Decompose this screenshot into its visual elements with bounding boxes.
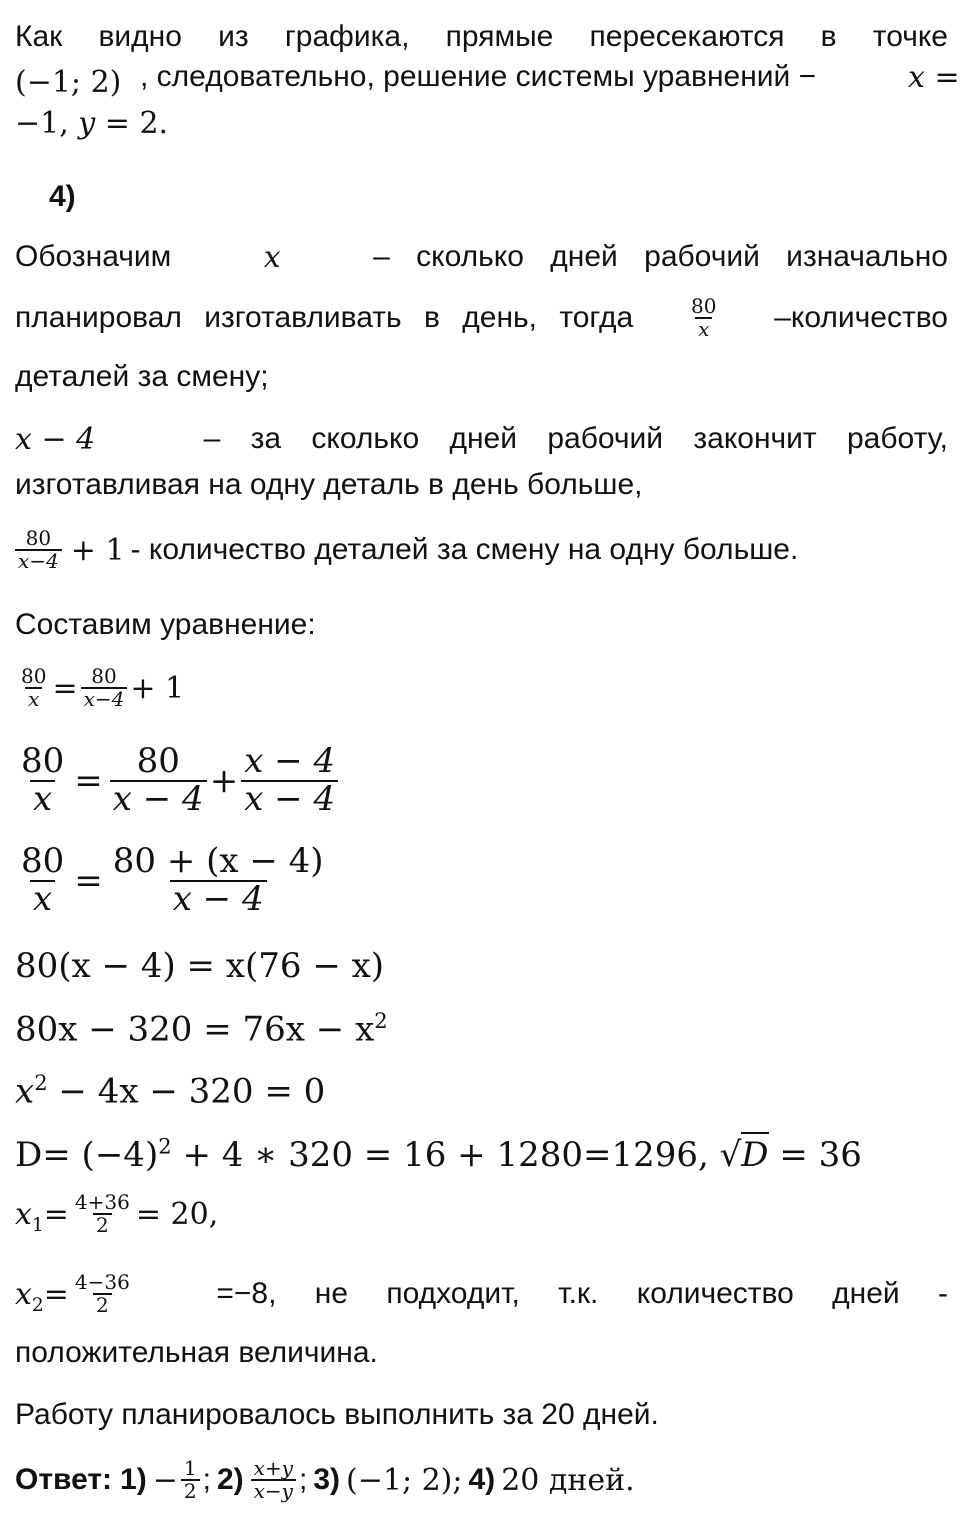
compose-heading: Составим уравнение:	[15, 608, 316, 641]
p1-text-d: –количество	[774, 301, 948, 334]
p2-line1	[15, 422, 948, 457]
p1-text-b: – сколько дней рабочий изначально	[373, 240, 948, 273]
eq1-tail: + 1	[130, 670, 185, 706]
eq3-fraction-1: $\frac{80}{x}$	[21, 841, 65, 919]
p2-text-a: – за сколько дней рабочий закончит работу,	[203, 422, 948, 455]
p3-line	[15, 528, 798, 572]
section-label: 4)	[49, 180, 76, 213]
eq1-fraction-right: $\frac{80}{x-4}$	[81, 666, 128, 710]
eq2-fraction-3: $\frac{x - 4}{x - 4}$	[241, 744, 338, 817]
eq9-tail: =−8, не подходит, т.к. количество дней -	[216, 1277, 948, 1310]
eq2-equals: =	[74, 760, 103, 801]
equation-9: x $_2$ = $\frac{4-36}{2}$ =−8, не подходит, т.к. количество дней -	[15, 1270, 948, 1317]
eq9-fraction: $\frac{4-36}{2}$	[74, 1270, 130, 1317]
equation-1	[15, 666, 184, 710]
p1-line2	[15, 296, 948, 340]
eq3-equals: =	[74, 860, 103, 901]
answer-fraction-2: $\frac{x+y}{x-y}$	[251, 1458, 296, 1502]
eq8-fraction: $\frac{4+36}{2}$	[74, 1190, 130, 1237]
eq3-fraction-2: $\frac{80 + (x - 4)}{x - 4}$	[112, 841, 324, 919]
intro-paragraph: Как видно из графика, прямые пересекаются в точке (−1; 2) , следовательно, решение системы уравнений − x = −1, y = 2.	[15, 20, 960, 141]
answer-label: Ответ:	[15, 1463, 113, 1496]
p3-fraction: $\frac{80}{x-4}$	[15, 528, 62, 572]
equation-2	[15, 741, 341, 819]
eq2-fraction-2: $\frac{80}{x - 4}$	[110, 744, 207, 817]
p1-fraction: $\frac{80}{x}$	[690, 294, 717, 341]
conclusion: Работу планировалось выполнить за 20 дней.	[15, 1398, 659, 1431]
p3-plus-one: + 1	[70, 532, 125, 568]
intro-solution: −1, y = 2.	[15, 106, 169, 141]
intersection-point: (−1; 2)	[15, 65, 122, 100]
equation-5: $80x - 320 = 76x - x^2$	[15, 1008, 388, 1050]
x-symbol: x	[908, 60, 925, 95]
answer-fraction-1: $\frac{1}{2}$	[181, 1458, 200, 1502]
intro-text-1: Как видно из графика, прямые пересекаются в точке	[15, 20, 948, 53]
p1-variable: x	[263, 240, 281, 275]
p1-line3: деталей за смену;	[15, 360, 269, 393]
eq1-fraction-left: $\frac{80}{x}$	[21, 664, 47, 711]
equation-3	[15, 841, 330, 919]
equation-6: $x^2 - 4x - 320 = 0$	[15, 1070, 326, 1112]
eq1-equals: =	[52, 670, 78, 706]
p2-line2: изготавливая на одну деталь в день больше,	[15, 468, 643, 501]
p2-expression: x − 4	[15, 422, 96, 457]
equation-7: $D= (-4)^2 + 4$ ∗ 320 = 16 + 1280=1296, √D = 36	[15, 1133, 862, 1175]
p1-line1	[15, 240, 948, 275]
eq9-line2: положительная величина.	[15, 1336, 378, 1369]
eq2-plus: +	[209, 760, 239, 801]
p1-text-c: планировал изготавливать в день, тогда	[15, 301, 634, 334]
eq2-fraction-1: $\frac{80}{x}$	[21, 741, 65, 819]
equation-4: 80(x − 4) = x(76 − x)	[15, 946, 385, 986]
equation-8: x $_1$ = $\frac{4+36}{2}$ = 20,	[15, 1190, 219, 1237]
intro-text-2: , следовательно, решение системы уравнений −	[140, 60, 817, 93]
p1-text-a: Обозначим	[15, 240, 172, 273]
answer-line: Ответ: 1) − $\frac{1}{2}$ ; 2) $\frac{x+y}{x-y}$ ; 3) (−1; 2); 4) 20 дней.	[15, 1456, 635, 1503]
p3-text: - количество деталей за смену на одну больше.	[130, 533, 799, 566]
